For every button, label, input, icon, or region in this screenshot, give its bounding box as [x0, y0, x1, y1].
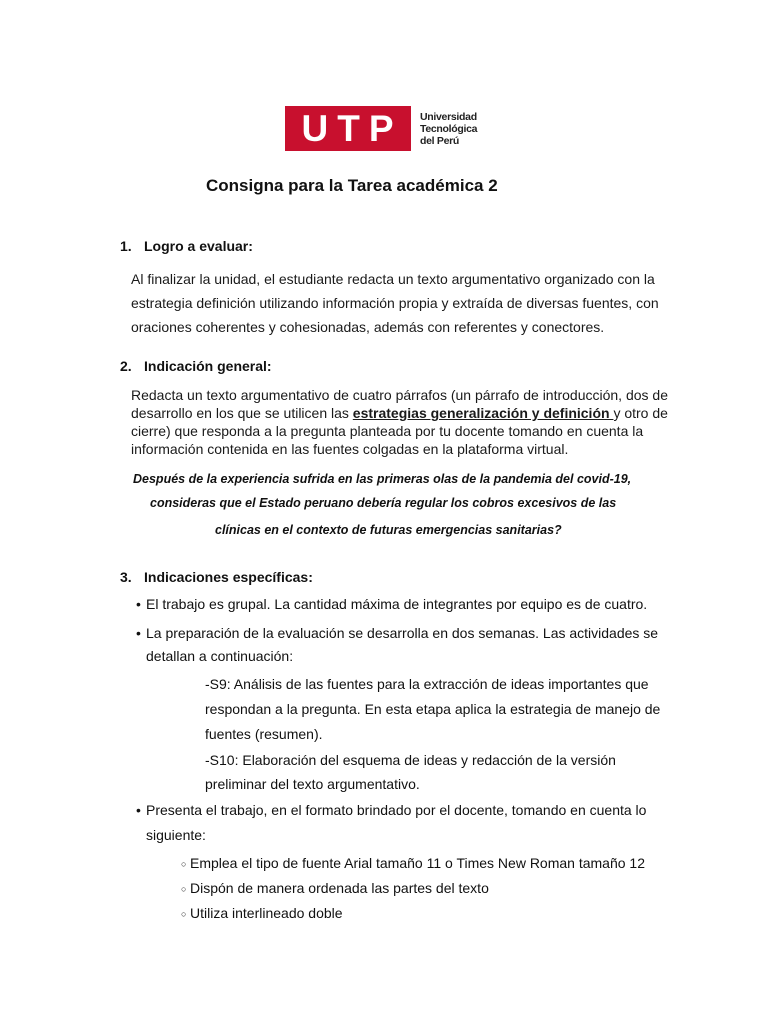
bullet-icon: •	[136, 596, 141, 612]
sub-bullet-item	[181, 880, 489, 896]
paragraph-line: Redacta un texto argumentativo de cuatro párrafos (un párrafo de introducción, dos de	[131, 387, 668, 403]
paragraph-line: oraciones coherentes y cohesionadas, además con referentes y conectores.	[131, 319, 605, 335]
question-line: clínicas en el contexto de futuras emergencias sanitarias?	[215, 523, 562, 537]
logo-letters: UTP	[301, 108, 403, 149]
logo-name-line: Universidad	[420, 111, 477, 123]
sub-bullet-text: Dispón de manera ordenada las partes del texto	[190, 880, 489, 896]
section-title: Logro a evaluar:	[144, 238, 253, 254]
section-number: 3.	[120, 569, 132, 585]
bullet-text: La preparación de la evaluación se desarrolla en dos semanas. Las actividades se	[146, 625, 659, 641]
section-number: 2.	[120, 358, 132, 374]
bullet-item	[136, 802, 646, 818]
bullet-continuation: siguiente:	[146, 827, 206, 843]
bullet-icon: •	[136, 802, 141, 818]
paragraph-line: estrategia definición utilizando información propia y extraída de diversas fuentes, con	[131, 295, 659, 311]
logo-university-name	[420, 111, 477, 147]
section-title: Indicaciones específicas:	[144, 569, 313, 585]
bullet-item	[136, 596, 647, 612]
circle-bullet-icon: ○	[181, 909, 187, 919]
document-title: Consigna para la Tarea académica 2	[206, 176, 498, 195]
section-3-heading	[120, 569, 313, 585]
activity-line: preliminar del texto argumentativo.	[205, 776, 420, 792]
activity-line: -S10: Elaboración del esquema de ideas y redacción de la versión	[205, 752, 616, 768]
section-number: 1.	[120, 238, 132, 254]
bullet-continuation: detallan a continuación:	[146, 648, 294, 664]
paragraph-line: información contenida en las fuentes colgadas en la plataforma virtual.	[131, 441, 569, 457]
emphasized-strategies: estrategias generalización y definición	[352, 405, 614, 421]
sub-bullet-item	[181, 855, 645, 871]
sub-bullet-item	[181, 905, 343, 921]
paragraph-line: Al finalizar la unidad, el estudiante redacta un texto argumentativo organizado con la	[131, 271, 655, 287]
bullet-icon: •	[136, 625, 141, 641]
paragraph-line	[131, 405, 668, 421]
sub-bullet-text: Utiliza interlineado doble	[190, 905, 343, 921]
section-2-heading	[120, 358, 272, 374]
text-fragment: y otro de	[613, 405, 668, 421]
logo-name-line: Tecnológica	[420, 123, 478, 135]
question-line: consideras que el Estado peruano debería regular los cobros excesivos de las	[150, 496, 617, 510]
circle-bullet-icon: ○	[181, 859, 187, 869]
activity-line: respondan a la pregunta. En esta etapa aplica la estrategia de manejo de	[205, 701, 661, 717]
section-title: Indicación general:	[144, 358, 272, 374]
bullet-item	[136, 625, 658, 641]
text-fragment: desarrollo en los que se utilicen las	[131, 405, 353, 421]
question-line: Después de la experiencia sufrida en las primeras olas de la pandemia del covid-19,	[133, 472, 632, 486]
logo-name-line: del Perú	[420, 135, 460, 147]
bullet-text: El trabajo es grupal. La cantidad máxima de integrantes por equipo es de cuatro.	[146, 596, 648, 612]
bullet-text: Presenta el trabajo, en el formato brindado por el docente, tomando en cuenta lo	[146, 802, 647, 818]
circle-bullet-icon: ○	[181, 884, 187, 894]
activity-line: -S9: Análisis de las fuentes para la extracción de ideas importantes que	[205, 676, 649, 692]
utp-logo	[285, 106, 411, 151]
activity-line: fuentes (resumen).	[205, 726, 323, 742]
sub-bullet-text: Emplea el tipo de fuente Arial tamaño 11 o Times New Roman tamaño 12	[190, 855, 645, 871]
paragraph-line: cierre) que responda a la pregunta planteada por tu docente tomando en cuenta la	[131, 423, 644, 439]
section-1-heading	[120, 238, 253, 254]
